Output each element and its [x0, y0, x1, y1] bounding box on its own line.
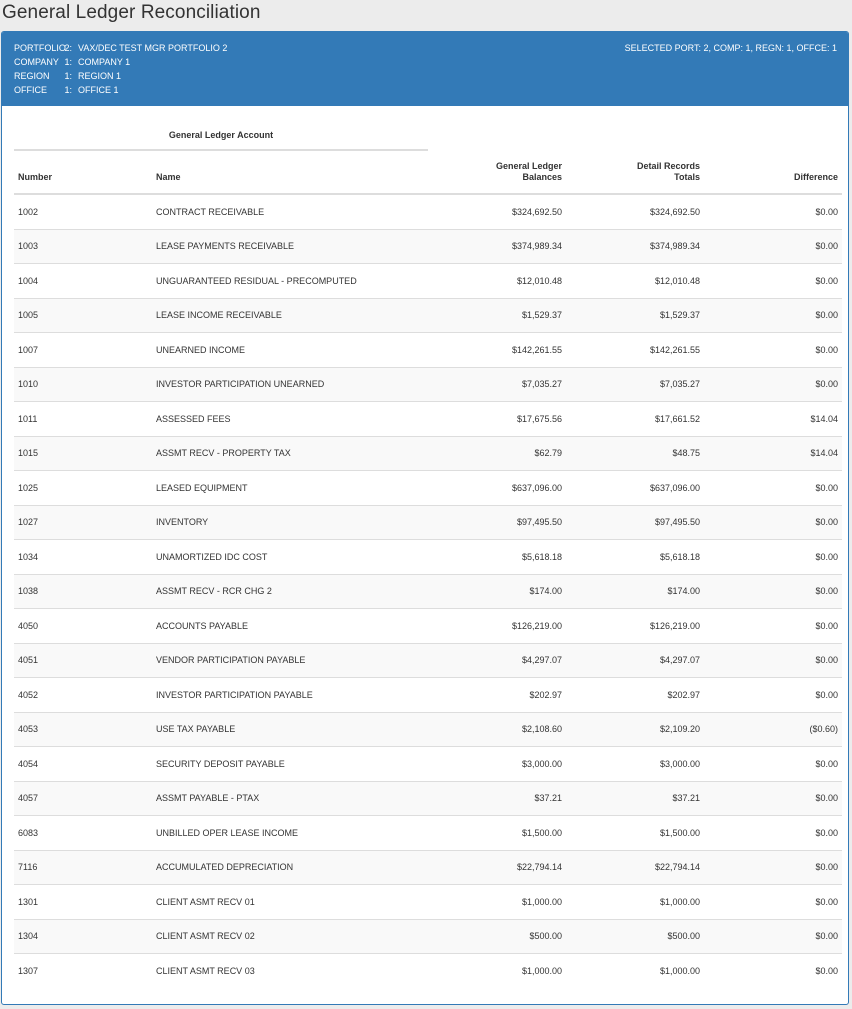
cell-gl-balance: $7,035.27: [428, 367, 566, 402]
cell-gl-balance: $62.79: [428, 436, 566, 471]
header-value: REGION 1: [78, 71, 122, 81]
cell-gl-balance: $1,000.00: [428, 954, 566, 988]
cell-number: 1307: [14, 954, 152, 988]
cell-gl-balance: $4,297.07: [428, 643, 566, 678]
cell-number: 1025: [14, 471, 152, 506]
cell-name: LEASE PAYMENTS RECEIVABLE: [152, 229, 428, 264]
table-row: [14, 919, 842, 954]
cell-detail-total: $374,989.34: [566, 229, 704, 264]
header-value: OFFICE 1: [78, 85, 119, 95]
cell-detail-total: $4,297.07: [566, 643, 704, 678]
cell-gl-balance: $374,989.34: [428, 229, 566, 264]
col-header-gl-line1: General Ledger: [495, 161, 563, 171]
col-header-gl-balances: [428, 150, 566, 194]
cell-gl-balance: $12,010.48: [428, 264, 566, 299]
cell-name: UNGUARANTEED RESIDUAL - PRECOMPUTED: [152, 264, 428, 299]
cell-name: UNBILLED OPER LEASE INCOME: [152, 816, 428, 851]
cell-gl-balance: $126,219.00: [428, 609, 566, 644]
table-row: [14, 471, 842, 506]
cell-gl-balance: $1,500.00: [428, 816, 566, 851]
cell-difference: $0.00: [704, 264, 842, 299]
col-header-name: Name: [152, 150, 428, 194]
cell-gl-balance: $1,000.00: [428, 885, 566, 920]
group-header-row: [14, 121, 842, 150]
cell-number: 1301: [14, 885, 152, 920]
cell-difference: $0.00: [704, 850, 842, 885]
cell-detail-total: $1,000.00: [566, 885, 704, 920]
table-row: [14, 678, 842, 713]
cell-gl-balance: $17,675.56: [428, 402, 566, 437]
header-key: COMPANY: [14, 57, 59, 67]
cell-difference: $0.00: [704, 574, 842, 609]
col-header-difference: Difference: [704, 150, 842, 194]
header-row-portfolio: [14, 41, 227, 55]
cell-difference: $0.00: [704, 678, 842, 713]
table-row: [14, 747, 842, 782]
gl-account-group-header: General Ledger Account: [14, 121, 428, 150]
cell-detail-total: $142,261.55: [566, 333, 704, 368]
cell-gl-balance: $142,261.55: [428, 333, 566, 368]
cell-name: CLIENT ASMT RECV 03: [152, 954, 428, 988]
cell-number: 4052: [14, 678, 152, 713]
reconciliation-panel: [1, 31, 849, 1005]
cell-difference: $14.04: [704, 402, 842, 437]
cell-number: 1038: [14, 574, 152, 609]
header-row-office: [14, 83, 119, 97]
cell-name: CLIENT ASMT RECV 01: [152, 885, 428, 920]
cell-gl-balance: $2,108.60: [428, 712, 566, 747]
cell-number: 4057: [14, 781, 152, 816]
cell-name: UNEARNED INCOME: [152, 333, 428, 368]
cell-difference: $0.00: [704, 954, 842, 988]
cell-name: ASSMT RECV - RCR CHG 2: [152, 574, 428, 609]
cell-number: 4053: [14, 712, 152, 747]
col-header-number: Number: [14, 150, 152, 194]
cell-difference: $0.00: [704, 471, 842, 506]
cell-number: 1015: [14, 436, 152, 471]
cell-name: LEASE INCOME RECEIVABLE: [152, 298, 428, 333]
table-row: [14, 885, 842, 920]
table-row: [14, 194, 842, 229]
table-row: [14, 264, 842, 299]
cell-name: ACCOUNTS PAYABLE: [152, 609, 428, 644]
group-header-spacer: [428, 121, 842, 150]
header-value: COMPANY 1: [78, 57, 131, 67]
cell-number: 4054: [14, 747, 152, 782]
cell-gl-balance: $3,000.00: [428, 747, 566, 782]
cell-difference: $0.00: [704, 747, 842, 782]
cell-detail-total: $37.21: [566, 781, 704, 816]
table-row: [14, 229, 842, 264]
cell-detail-total: $22,794.14: [566, 850, 704, 885]
table-row: [14, 643, 842, 678]
header-num: 2:: [64, 43, 72, 53]
cell-detail-total: $12,010.48: [566, 264, 704, 299]
table-row: [14, 367, 842, 402]
cell-detail-total: $2,109.20: [566, 712, 704, 747]
cell-gl-balance: $37.21: [428, 781, 566, 816]
header-row-region: [14, 69, 121, 83]
cell-detail-total: $500.00: [566, 919, 704, 954]
cell-name: ACCUMULATED DEPRECIATION: [152, 850, 428, 885]
cell-detail-total: $174.00: [566, 574, 704, 609]
cell-difference: $0.00: [704, 919, 842, 954]
cell-gl-balance: $637,096.00: [428, 471, 566, 506]
table-row: [14, 954, 842, 988]
cell-difference: $0.00: [704, 816, 842, 851]
cell-number: 6083: [14, 816, 152, 851]
cell-difference: $0.00: [704, 298, 842, 333]
cell-difference: $0.00: [704, 781, 842, 816]
cell-number: 1034: [14, 540, 152, 575]
table-row: [14, 540, 842, 575]
cell-number: 7116: [14, 850, 152, 885]
table-row: [14, 816, 842, 851]
cell-difference: $0.00: [704, 194, 842, 229]
cell-number: 1027: [14, 505, 152, 540]
gl-reconciliation-table: [14, 121, 842, 988]
cell-number: 1011: [14, 402, 152, 437]
cell-gl-balance: $22,794.14: [428, 850, 566, 885]
cell-difference: $0.00: [704, 885, 842, 920]
table-row: [14, 505, 842, 540]
cell-number: 1004: [14, 264, 152, 299]
cell-name: UNAMORTIZED IDC COST: [152, 540, 428, 575]
table-row: [14, 781, 842, 816]
table-row: [14, 402, 842, 437]
cell-difference: $0.00: [704, 505, 842, 540]
cell-gl-balance: $5,618.18: [428, 540, 566, 575]
selected-summary: SELECTED PORT: 2, COMP: 1, REGN: 1, OFFCE: 1: [624, 43, 837, 53]
cell-number: 1005: [14, 298, 152, 333]
cell-detail-total: $7,035.27: [566, 367, 704, 402]
table-row: [14, 609, 842, 644]
cell-name: SECURITY DEPOSIT PAYABLE: [152, 747, 428, 782]
cell-gl-balance: $1,529.37: [428, 298, 566, 333]
table-row: [14, 850, 842, 885]
column-header-row: [14, 150, 842, 194]
cell-number: 1003: [14, 229, 152, 264]
header-row-company: [14, 55, 130, 69]
cell-name: INVESTOR PARTICIPATION PAYABLE: [152, 678, 428, 713]
cell-name: ASSESSED FEES: [152, 402, 428, 437]
cell-gl-balance: $202.97: [428, 678, 566, 713]
header-key: OFFICE: [14, 85, 47, 95]
cell-detail-total: $1,500.00: [566, 816, 704, 851]
cell-gl-balance: $500.00: [428, 919, 566, 954]
header-num: 1:: [64, 71, 72, 81]
cell-number: 1007: [14, 333, 152, 368]
cell-detail-total: $1,529.37: [566, 298, 704, 333]
cell-name: INVENTORY: [152, 505, 428, 540]
page-title: General Ledger Reconciliation: [2, 2, 261, 23]
cell-detail-total: $48.75: [566, 436, 704, 471]
cell-name: VENDOR PARTICIPATION PAYABLE: [152, 643, 428, 678]
cell-difference: $0.00: [704, 229, 842, 264]
cell-gl-balance: $324,692.50: [428, 194, 566, 229]
col-header-detail-totals: [566, 150, 704, 194]
table-body: [14, 194, 842, 988]
cell-detail-total: $17,661.52: [566, 402, 704, 437]
cell-name: CONTRACT RECEIVABLE: [152, 194, 428, 229]
cell-detail-total: $3,000.00: [566, 747, 704, 782]
cell-number: 1002: [14, 194, 152, 229]
header-value: VAX/DEC TEST MGR PORTFOLIO 2: [78, 43, 228, 53]
cell-name: LEASED EQUIPMENT: [152, 471, 428, 506]
cell-difference: $0.00: [704, 609, 842, 644]
header-key: REGION: [14, 71, 50, 81]
cell-difference: $0.00: [704, 333, 842, 368]
table-row: [14, 333, 842, 368]
cell-name: ASSMT RECV - PROPERTY TAX: [152, 436, 428, 471]
panel-header: [2, 32, 848, 106]
table-row: [14, 436, 842, 471]
cell-difference: $0.00: [704, 367, 842, 402]
table-row: [14, 712, 842, 747]
col-header-detail-line1: Detail Records: [636, 161, 701, 171]
col-header-gl-line2: Balances: [522, 172, 563, 182]
cell-detail-total: $5,618.18: [566, 540, 704, 575]
table-row: [14, 298, 842, 333]
header-key: PORTFOLIO: [14, 43, 66, 53]
cell-number: 4050: [14, 609, 152, 644]
cell-detail-total: $637,096.00: [566, 471, 704, 506]
cell-name: INVESTOR PARTICIPATION UNEARNED: [152, 367, 428, 402]
cell-number: 1010: [14, 367, 152, 402]
cell-detail-total: $126,219.00: [566, 609, 704, 644]
cell-name: USE TAX PAYABLE: [152, 712, 428, 747]
cell-difference: ($0.60): [704, 712, 842, 747]
cell-number: 4051: [14, 643, 152, 678]
cell-difference: $0.00: [704, 540, 842, 575]
cell-detail-total: $202.97: [566, 678, 704, 713]
cell-detail-total: $324,692.50: [566, 194, 704, 229]
header-num: 1:: [64, 57, 72, 67]
cell-gl-balance: $97,495.50: [428, 505, 566, 540]
table-row: [14, 574, 842, 609]
cell-name: CLIENT ASMT RECV 02: [152, 919, 428, 954]
col-header-detail-line2: Totals: [674, 172, 701, 182]
header-num: 1:: [64, 85, 72, 95]
cell-detail-total: $97,495.50: [566, 505, 704, 540]
cell-difference: $0.00: [704, 643, 842, 678]
cell-difference: $14.04: [704, 436, 842, 471]
cell-number: 1304: [14, 919, 152, 954]
cell-name: ASSMT PAYABLE - PTAX: [152, 781, 428, 816]
cell-detail-total: $1,000.00: [566, 954, 704, 988]
cell-gl-balance: $174.00: [428, 574, 566, 609]
